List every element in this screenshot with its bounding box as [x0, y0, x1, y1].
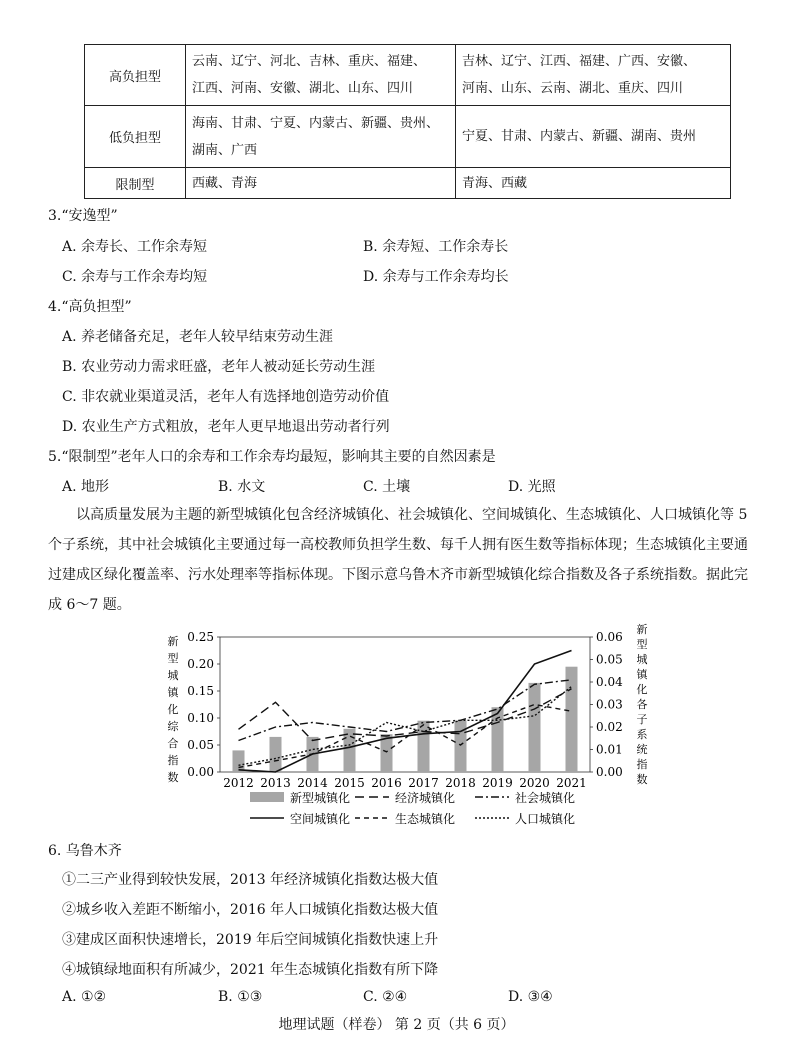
- right-tick-label: 0.01: [596, 742, 623, 757]
- table-cell: 西藏、青海: [186, 168, 456, 199]
- left-tick-label: 0.10: [187, 711, 214, 725]
- x-tick-label: 2021: [556, 776, 587, 790]
- table-cell: 宁夏、甘肃、内蒙古、新疆、湖南、贵州: [456, 106, 731, 168]
- right-tick-label: 0.00: [596, 765, 623, 779]
- legend-label: 新型城镇化: [290, 791, 351, 805]
- left-axis-label-char: 新: [167, 635, 179, 648]
- left-tick-label: 0.05: [187, 738, 214, 752]
- right-axis-label-char: 统: [636, 743, 648, 756]
- series-line-2: [239, 651, 572, 773]
- bar-new-urbanization: [529, 683, 541, 772]
- x-tick-label: 2012: [223, 776, 254, 790]
- left-axis-label-char: 指: [167, 754, 179, 767]
- urbanization-chart: [150, 620, 650, 835]
- bar-new-urbanization: [566, 667, 578, 772]
- left-axis-label-char: 型: [167, 652, 179, 665]
- x-tick-label: 2017: [408, 776, 439, 790]
- x-tick-label: 2016: [371, 776, 402, 790]
- right-axis-label-char: 子: [636, 713, 648, 726]
- left-axis-label-char: 镇: [167, 686, 179, 699]
- right-tick-label: 0.06: [596, 630, 623, 644]
- left-tick-label: 0.00: [187, 765, 214, 779]
- q6-option-a: A. ①②: [62, 989, 107, 1005]
- bar-new-urbanization: [270, 737, 282, 772]
- legend-label: 空间城镇化: [290, 812, 351, 826]
- q4-option-a: A. 养老储备充足，老年人较早结束劳动生涯: [62, 329, 334, 345]
- q6-statement-2: ②城乡收入差距不断缩小，2016 年人口城镇化指数达极大值: [62, 902, 439, 918]
- right-axis-label-char: 各: [636, 698, 648, 711]
- passage-line: 以高质量发展为主题的新型城镇化包含经济城镇化、社会城镇化、空间城镇化、生态城镇化、人口城镇化等 5: [76, 507, 748, 523]
- q4-option-b: B. 农业劳动力需求旺盛，老年人被动延长劳动生涯: [62, 359, 376, 375]
- legend-label: 社会城镇化: [515, 791, 576, 805]
- legend-label: 经济城镇化: [395, 791, 456, 805]
- left-axis-label-char: 数: [167, 771, 179, 784]
- right-axis-label-char: 化: [636, 683, 648, 696]
- right-axis-label-char: 镇: [636, 668, 648, 681]
- table-cell: 海南、甘肃、宁夏、内蒙古、新疆、贵州、 湖南、广西: [186, 106, 456, 168]
- table-cell-type: 限制型: [85, 168, 186, 199]
- right-axis-label-char: 新: [636, 623, 648, 636]
- bar-new-urbanization: [344, 729, 356, 772]
- q6-option-c: C. ②④: [363, 989, 408, 1005]
- q4-option-c: C. 非农就业渠道灵活，老年人有选择地创造劳动价值: [62, 389, 390, 405]
- table-row: [85, 106, 731, 168]
- q3-option-c: C. 余寿与工作余寿均短: [62, 269, 208, 285]
- right-axis-label-char: 数: [636, 773, 648, 786]
- q3-option-b: B. 余寿短、工作余寿长: [363, 239, 509, 255]
- x-tick-label: 2018: [445, 776, 476, 790]
- passage-line: 过建成区绿化覆盖率、污水处理率等指标体现。下图示意乌鲁木齐市新型城镇化综合指数及各子系统指数。据此完: [48, 567, 748, 583]
- right-axis-label-char: 指: [636, 758, 648, 771]
- x-tick-label: 2014: [297, 776, 328, 790]
- table-cell: 吉林、辽宁、江西、福建、广西、安徽、 河南、山东、云南、湖北、重庆、四川: [456, 45, 731, 106]
- x-tick-label: 2013: [260, 776, 291, 790]
- table-row: [85, 168, 731, 199]
- bar-new-urbanization: [455, 721, 467, 772]
- x-tick-label: 2020: [519, 776, 550, 790]
- passage-line: 个子系统，其中社会城镇化主要通过每一高校教师负担学生数、每千人拥有医生数等指标体现；生态城镇化主要通: [48, 537, 748, 553]
- q3-option-d: D. 余寿与工作余寿均长: [363, 269, 509, 285]
- q6-statement-4: ④城镇绿地面积有所减少，2021 年生态城镇化指数有所下降: [62, 962, 439, 978]
- x-tick-label: 2019: [482, 776, 513, 790]
- table-row: [85, 45, 731, 106]
- series-line-1: [239, 680, 572, 741]
- q5-option-b: B. 水文: [218, 479, 266, 495]
- bar-new-urbanization: [418, 721, 430, 772]
- q5-option-d: D. 光照: [508, 479, 556, 495]
- table-cell: 云南、辽宁、河北、吉林、重庆、福建、 江西、河南、安徽、湖北、山东、四川: [186, 45, 456, 106]
- q5-option-a: A. 地形: [62, 479, 110, 495]
- left-axis-label-char: 综: [167, 720, 179, 733]
- left-axis-label-char: 化: [167, 703, 179, 716]
- left-tick-label: 0.20: [187, 657, 214, 671]
- question-4-stem: 4.“高负担型”: [48, 299, 132, 315]
- legend-label: 生态城镇化: [395, 812, 456, 826]
- left-axis-label-char: 城: [167, 669, 179, 682]
- right-tick-label: 0.05: [596, 652, 623, 667]
- bar-new-urbanization: [492, 707, 504, 772]
- bar-new-urbanization: [233, 750, 245, 772]
- legend-label: 人口城镇化: [515, 812, 576, 826]
- x-tick-label: 2015: [334, 776, 365, 790]
- passage: [48, 500, 776, 620]
- q6-statement-1: ①二三产业得到较快发展，2013 年经济城镇化指数达极大值: [62, 872, 439, 888]
- table-cell: 青海、西藏: [456, 168, 731, 199]
- left-tick-label: 0.25: [187, 630, 214, 644]
- right-axis-label-char: 型: [636, 638, 648, 651]
- q4-option-d: D. 农业生产方式粗放，老年人更早地退出劳动者行列: [62, 419, 390, 435]
- page-footer: 地理试题（样卷） 第 2 页（共 6 页）: [278, 1017, 515, 1033]
- question-6-stem: 6. 乌鲁木齐: [48, 843, 122, 859]
- q6-option-b: B. ①③: [218, 989, 263, 1005]
- q3-option-a: A. 余寿长、工作余寿短: [62, 239, 208, 255]
- passage-line: 成 6～7 题。: [48, 597, 131, 613]
- right-tick-label: 0.03: [596, 697, 623, 712]
- q6-option-d: D. ③④: [508, 989, 553, 1005]
- question-5-stem: 5.“限制型”老年人口的余寿和工作余寿均最短，影响其主要的自然因素是: [48, 449, 496, 465]
- left-tick-label: 0.15: [187, 684, 214, 698]
- right-axis-label-char: 系: [636, 728, 648, 741]
- right-tick-label: 0.04: [596, 675, 623, 689]
- table-cell-type: 低负担型: [85, 106, 186, 168]
- series-line-0: [239, 689, 572, 741]
- legend-swatch-bar: [250, 792, 284, 802]
- region-type-table: [84, 44, 731, 199]
- table-cell-type: 高负担型: [85, 45, 186, 106]
- left-axis-label-char: 合: [167, 737, 179, 750]
- right-tick-label: 0.02: [596, 720, 623, 734]
- right-axis-label-char: 城: [636, 653, 648, 666]
- question-3-stem: 3.“安逸型”: [48, 208, 118, 224]
- q5-option-c: C. 土壤: [363, 479, 411, 495]
- q6-statement-3: ③建成区面积快速增长，2019 年后空间城镇化指数快速上升: [62, 932, 439, 948]
